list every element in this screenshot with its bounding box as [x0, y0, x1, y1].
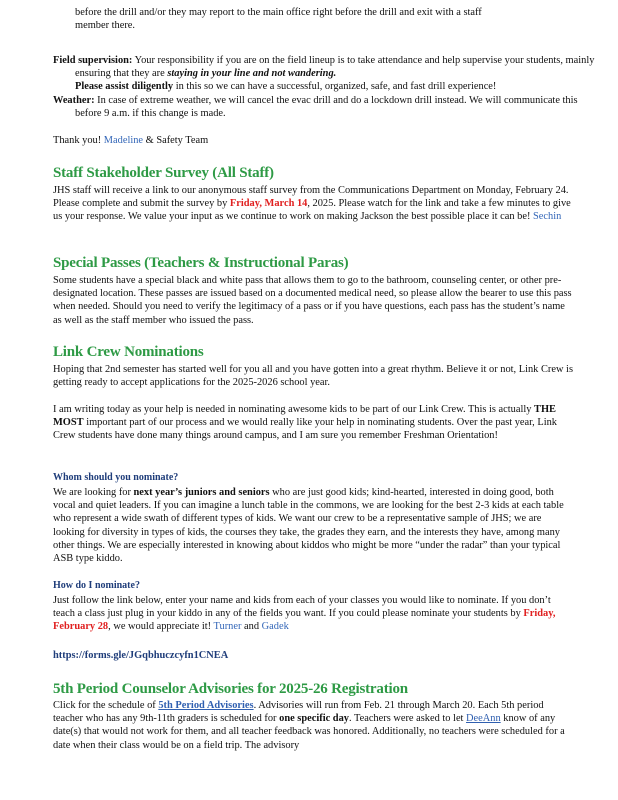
thanks-post: & Safety Team: [143, 135, 209, 146]
passes-heading: Special Passes (Teachers & Instructional Paras): [53, 255, 349, 271]
survey-text-pre: JHS staff will receive a link to our anonymous staff survey from the Communications Department on Monday, February 24. Please complete and submit the survey by: [53, 185, 569, 210]
advisory-paragraph: [53, 699, 573, 752]
linkcrew-signoff-and: and: [241, 621, 262, 633]
linkcrew-p3-pre: We are looking for: [53, 487, 134, 498]
linkcrew-subheading-how: How do I nominate?: [53, 580, 140, 591]
linkcrew-signoff-2: Gadek: [261, 621, 289, 633]
linkcrew-paragraph-1: Hoping that 2nd semester has started well for you all and you have gotten into a great rhythm. Believe it or not, Link Crew is getting ready to accept applications for the 2025-2026 school year.: [53, 364, 573, 389]
linkcrew-p3-bold: next year’s juniors and seniors: [133, 487, 270, 498]
assist-text: in this so we can have a successful, organized, safe, and fast drill experience!: [173, 81, 497, 93]
nomination-form-link[interactable]: https://forms.gle/JGqbhuczcyfn1CNEA: [53, 650, 229, 661]
thanks-pre: Thank you!: [53, 135, 104, 146]
field-supervision-paragraph: [53, 54, 595, 94]
advisory-contact-link[interactable]: DeeAnn: [466, 713, 501, 725]
survey-text-post: , 2025. Please watch for the link and take a few minutes to give us your response. We value your input as we continue to work on making Jackson the best possible place it can be!: [53, 198, 571, 223]
linkcrew-p4-pre: Just follow the link below, enter your name and kids from each of your classes you would like to nominate. If you don’t teach a class just plug in your kiddo in any of the fields you want. If you could please nominate your students by: [53, 595, 551, 620]
survey-paragraph: [53, 184, 573, 224]
advisory-post: know of any date(s) that would not work for them, and all teacher feedback was honored. Additionally, no teachers were scheduled for a date when their class would be on a field trip. The advisory: [53, 713, 565, 751]
linkcrew-deadline: Friday, February 28: [53, 608, 556, 633]
drill-line-1: before the drill and/or they may report to the main office right before the drill and exit with a staff: [75, 7, 482, 18]
linkcrew-paragraph-2: [53, 403, 573, 443]
thanks-name: Madeline: [103, 135, 144, 146]
linkcrew-signoff-1: Turner: [213, 621, 242, 633]
linkcrew-p4-post: , we would appreciate it!: [108, 621, 214, 633]
advisory-mid-2: . Teachers were asked to let: [348, 713, 467, 725]
thanks-line: [53, 134, 573, 147]
field-supervision-emphasis: staying in your line and not wandering.: [167, 68, 337, 80]
linkcrew-heading: Link Crew Nominations: [53, 344, 204, 360]
survey-deadline: Friday, March 14: [229, 198, 308, 210]
weather-text: In case of extreme weather, we will cancel the evac drill and do a lockdown drill instead. We will communicate this before 9 a.m. if this change is made.: [75, 95, 578, 120]
advisory-bold: one specific day: [279, 713, 349, 725]
drill-paragraph: [53, 6, 595, 32]
weather-paragraph: [53, 94, 595, 120]
linkcrew-paragraph-3: [53, 486, 573, 565]
linkcrew-subheading-whom: Whom should you nominate?: [53, 472, 179, 483]
advisory-heading: 5th Period Counselor Advisories for 2025-26 Registration: [53, 681, 408, 697]
advisory-mid: . Advisories will run from Feb. 21 through March 20. Each 5th period teacher who has any 9th-11th graders is scheduled for: [53, 700, 544, 725]
weather-label: Weather:: [53, 95, 95, 106]
advisory-schedule-link[interactable]: 5th Period Advisories: [158, 700, 254, 711]
linkcrew-p3-post: who are just good kids; kind-hearted, interested in doing good, both vocal and quiet leaders. If you can imagine a lunch table in the commons, we are looking for the best 2-3 kids at each table who represent a wide swath of different types of kids. We want our crew to be a representative sample of JHS; we are looking for diversity in types of kids, the courses they take, the grades they earn, and the interests they have, among many other things. We are especially interested in knowing about kiddos who might be more “under the radar” than your typical ASB type kiddo.: [53, 487, 564, 565]
survey-signoff: Sechin: [533, 211, 562, 223]
linkcrew-p2-bold: THE MOST: [53, 404, 556, 429]
survey-heading: Staff Stakeholder Survey (All Staff): [53, 165, 274, 181]
assist-bold: Please assist diligently: [75, 81, 174, 93]
advisory-pre: Click for the schedule of: [53, 700, 159, 711]
linkcrew-p2-pre: I am writing today as your help is needed in nominating awesome kids to be part of our Link Crew. This is actually: [53, 404, 535, 415]
linkcrew-p2-post: important part of our process and we would really like your help in nominating students. Over the past year, Link Crew students have done many things around campus, and I am sure you remember Freshman Orientation!: [53, 417, 558, 442]
passes-paragraph: Some students have a special black and white pass that allows them to go to the bathroom, counseling center, or other pre-designated location. These passes are issued based on a documented medical need, so please allow the bearer to use this pass when needed. Should you need to verify the legitimacy of a pass or if you have questions, each pass has the student’s name as well as the staff member who issued the pass.: [53, 275, 572, 326]
field-supervision-label: Field supervision:: [53, 55, 133, 66]
field-supervision-text: Your responsibility if you are on the field lineup is to take attendance and help supervise your students, mainly ensuring that they are: [75, 55, 595, 80]
linkcrew-paragraph-4: [53, 594, 573, 634]
drill-line-2: member there.: [75, 20, 136, 32]
